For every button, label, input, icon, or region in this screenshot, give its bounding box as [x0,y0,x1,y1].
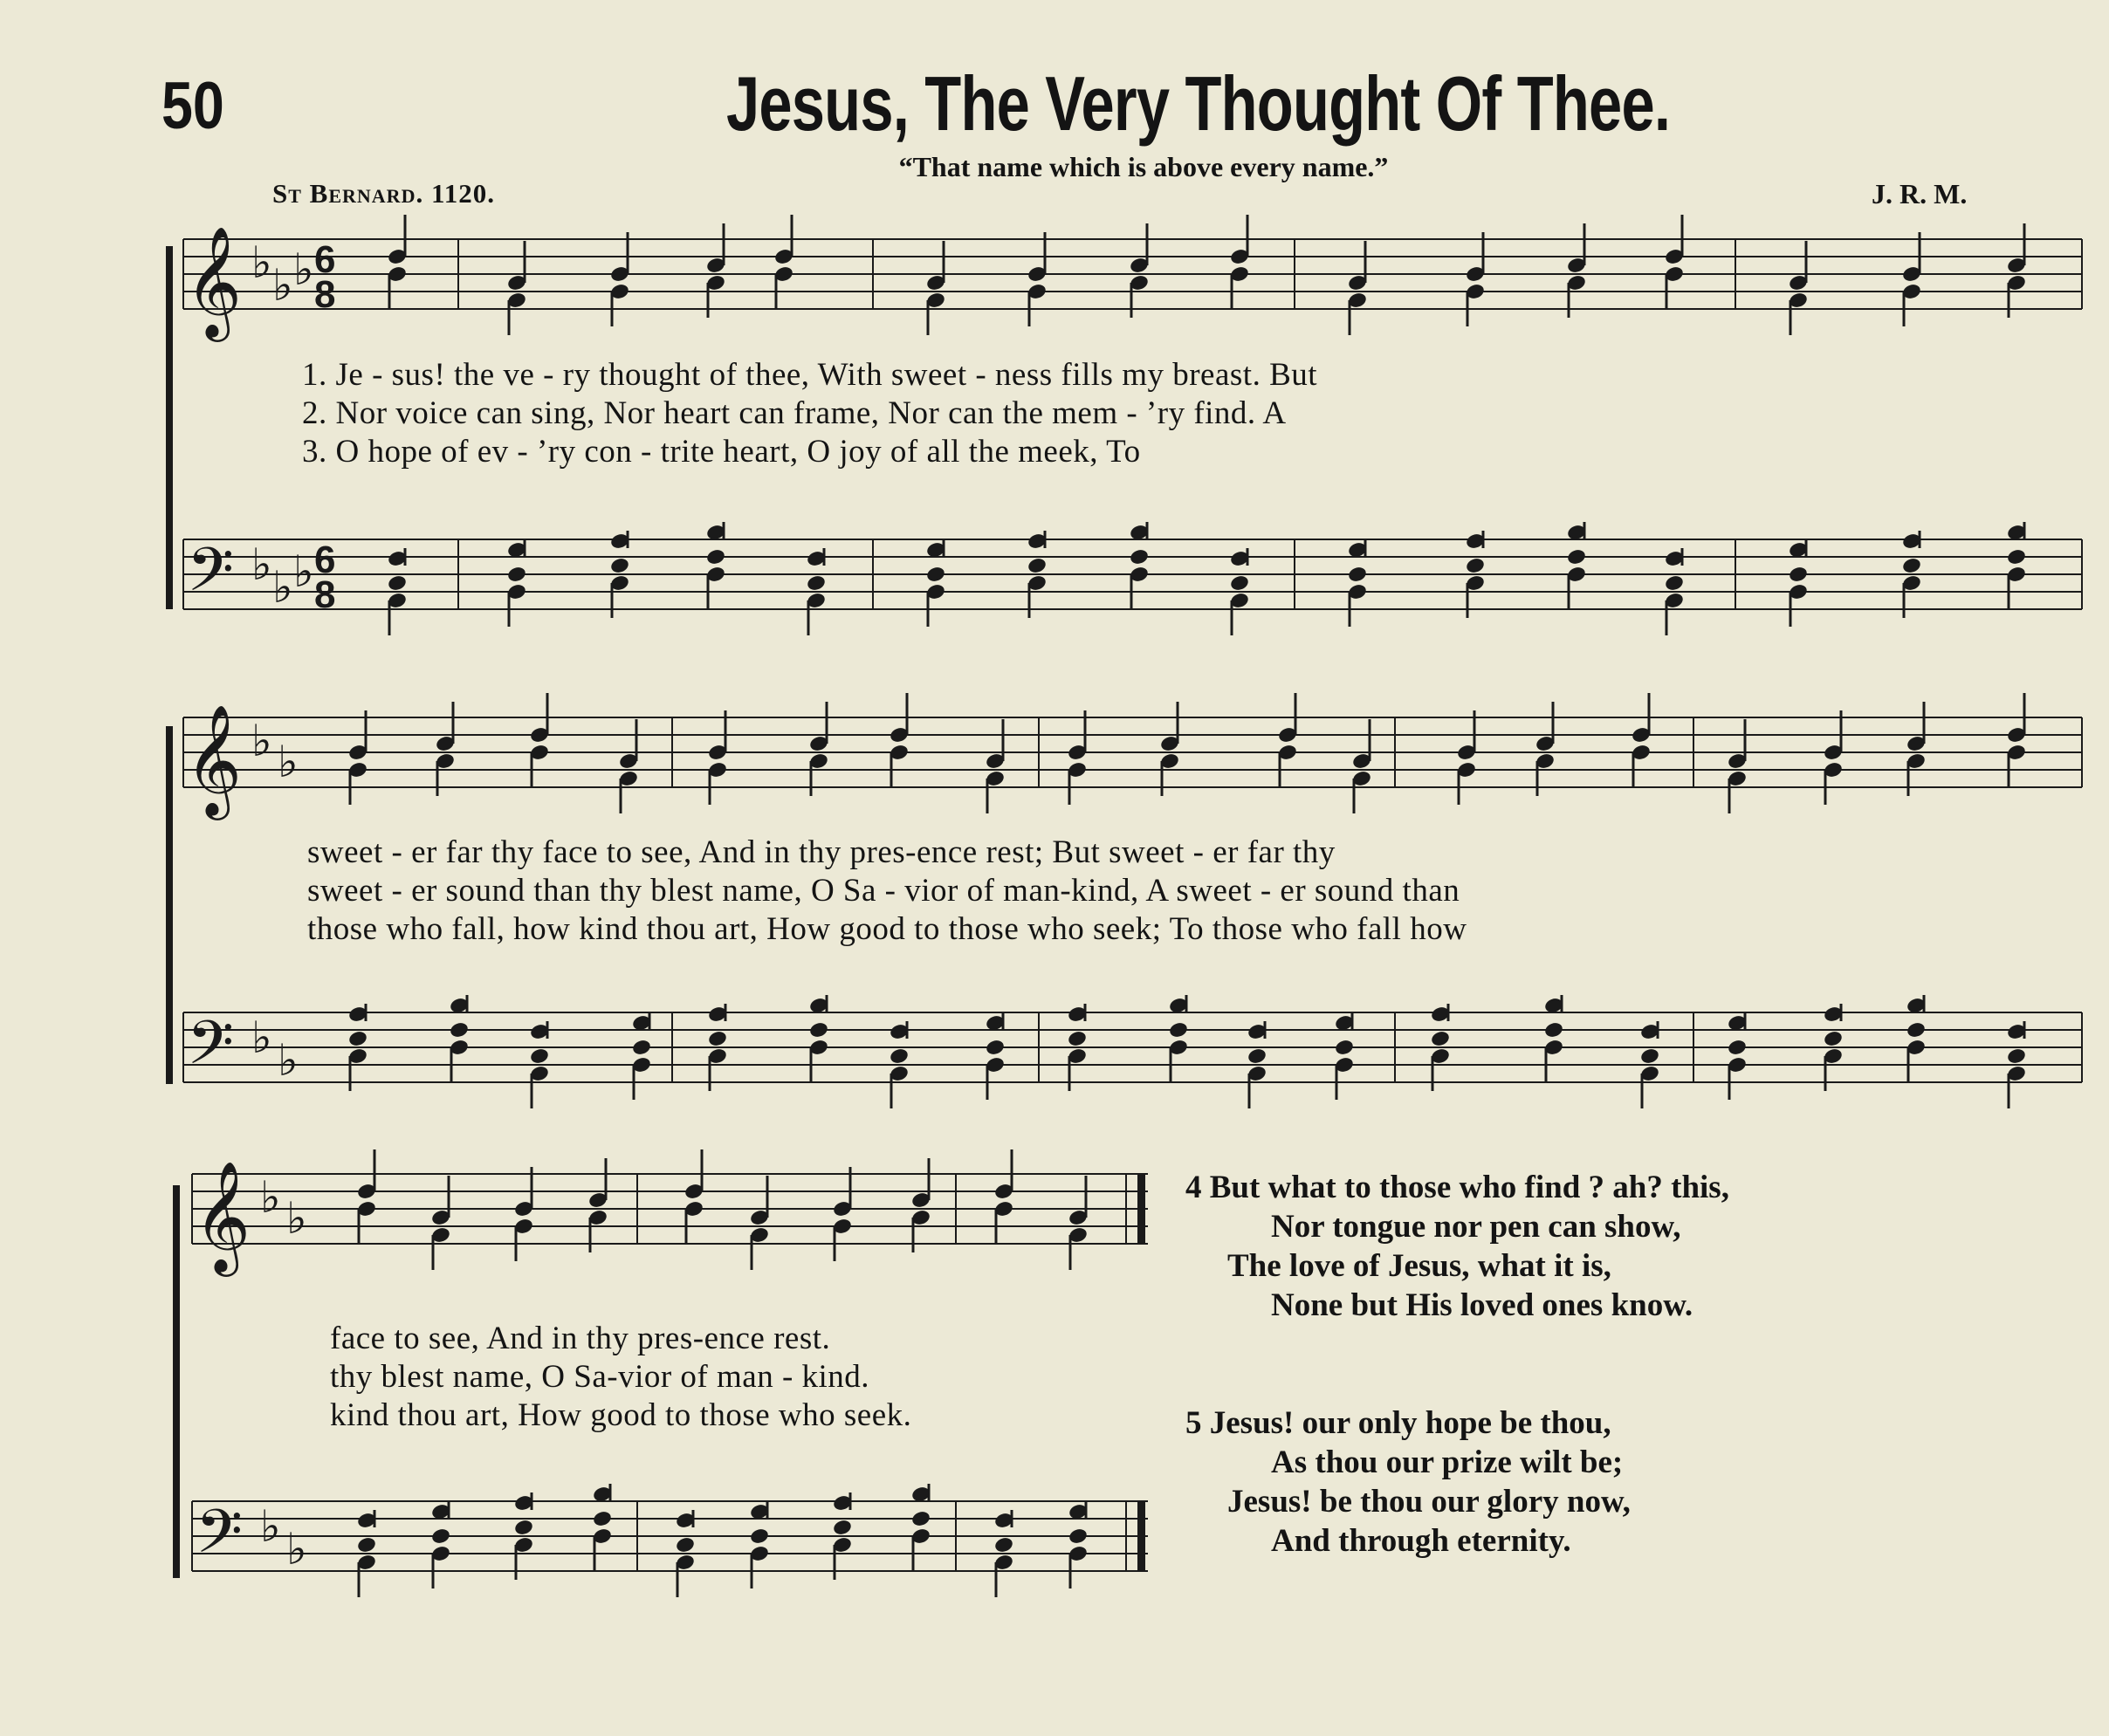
notehead [1566,548,1587,566]
notehead [1639,1047,1660,1066]
verse-line: Nor tongue nor pen can show, [1271,1209,1681,1245]
lyric-line: 1. Je - sus! the ve - ry thought of thee, With sweet - ness fills my breast. But [302,357,1318,393]
svg-text:♭: ♭ [278,1035,299,1086]
verse-line: As thou our prize wilt be; [1271,1444,1624,1480]
notehead [2006,1047,2027,1066]
notehead [1543,1021,1564,1040]
notehead [1247,1047,1267,1066]
lyric-line: face to see, And in thy pres-ence rest. [330,1321,831,1356]
notehead [1067,1030,1088,1048]
bass-clef-icon: 𝄢 [196,1496,244,1582]
notehead [1168,1021,1189,1040]
notehead [1027,557,1048,575]
verse-line: Jesus! our only hope be thou, [1209,1405,1611,1441]
notehead [1347,566,1368,584]
lyric-line: kind thou art, How good to those who seek. [330,1397,912,1433]
verse-4 [1185,1168,1729,1325]
svg-text:♭: ♭ [260,1501,281,1552]
notehead [985,1039,1006,1057]
notehead [993,1536,1014,1554]
svg-text:♭: ♭ [272,260,293,311]
notehead [889,1047,910,1066]
bass-clef-icon: 𝄢 [187,534,235,620]
svg-text:♭: ♭ [260,1172,281,1223]
svg-text:6: 6 [314,238,336,281]
notehead [705,548,726,566]
notehead [592,1510,613,1528]
treble-clef-icon: 𝄞 [185,703,243,815]
notehead [675,1536,696,1554]
svg-text:♭: ♭ [251,1012,272,1063]
svg-text:8: 8 [314,273,336,316]
verse-line: None but His loved ones know. [1271,1287,1693,1323]
svg-text:♭: ♭ [251,539,272,590]
composer-initials: J. R. M. [1872,178,1968,209]
lyric-line: 3. O hope of ev - ’ry con - trite heart, O joy of all the meek, To [302,434,1141,470]
notehead [910,1510,931,1528]
notehead [1823,1030,1844,1048]
notehead [832,1519,853,1537]
notehead [356,1536,377,1554]
lyric-line: sweet - er far thy face to see, And in thy pres-ence rest; But sweet - er far thy [307,834,1336,870]
notehead [1068,1527,1089,1546]
treble-clef-icon: 𝄞 [194,1160,251,1272]
svg-text:♭: ♭ [286,1524,307,1575]
notehead [1129,548,1150,566]
notehead [806,574,827,593]
notehead [1465,557,1486,575]
svg-text:♭: ♭ [272,562,293,613]
notehead [1334,1039,1355,1057]
page-number: 50 [161,69,224,143]
notehead [1664,574,1685,593]
notehead [808,1021,829,1040]
notehead [387,574,408,593]
lyric-line: thy blest name, O Sa-vior of man - kind. [330,1359,870,1395]
svg-text:♭: ♭ [286,1193,307,1244]
svg-text:♭: ♭ [293,546,314,597]
notehead [1727,1039,1748,1057]
verse-number: 4 [1185,1170,1202,1205]
hymn-title: Jesus, The Very Thought Of Thee. [726,60,1671,147]
notehead [430,1527,451,1546]
lyric-line: those who fall, how kind thou art, How good to those who seek; To those who fall how [307,911,1467,947]
notehead [1901,557,1922,575]
notehead [347,1030,368,1048]
notehead [749,1527,770,1546]
lyric-line: sweet - er sound than thy blest name, O Sa - vior of man-kind, A sweet - er sound than [307,873,1460,909]
tune-name: St Bernard. 1120. [272,178,495,209]
lyric-line: 2. Nor voice can sing, Nor heart can frame, Nor can the mem - ’ry find. A [302,395,1287,431]
notehead [1430,1030,1451,1048]
notehead [925,566,946,584]
notehead [513,1519,534,1537]
notehead [1788,566,1809,584]
verse-line: But what to those who find ? ah? this, [1209,1170,1729,1205]
bass-clef-icon: 𝄢 [187,1007,235,1093]
svg-text:♭: ♭ [293,244,314,295]
svg-text:♭: ♭ [278,737,299,787]
notehead [2006,548,2027,566]
notehead [449,1021,470,1040]
notehead [707,1030,728,1048]
svg-text:♭: ♭ [251,237,272,288]
bass-staff-2 [183,1012,2082,1082]
verse-line: The love of Jesus, what it is, [1227,1248,1611,1284]
notehead [506,566,527,584]
svg-text:6: 6 [314,539,336,581]
svg-text:8: 8 [314,573,336,616]
svg-text:♭: ♭ [251,716,272,766]
verse-line: Jesus! be thou our glory now, [1227,1484,1631,1520]
scripture-subtitle: “That name which is above every name.” [898,151,1389,182]
verse-line: And through eternity. [1271,1523,1571,1559]
notehead [1229,574,1250,593]
notehead [529,1047,550,1066]
treble-staff-2 [183,717,2082,787]
verse-5 [1185,1403,1631,1561]
notehead [609,557,630,575]
verse-number: 5 [1185,1405,1202,1441]
treble-clef-icon: 𝄞 [185,225,243,337]
notehead [1906,1021,1927,1040]
notehead [631,1039,652,1057]
